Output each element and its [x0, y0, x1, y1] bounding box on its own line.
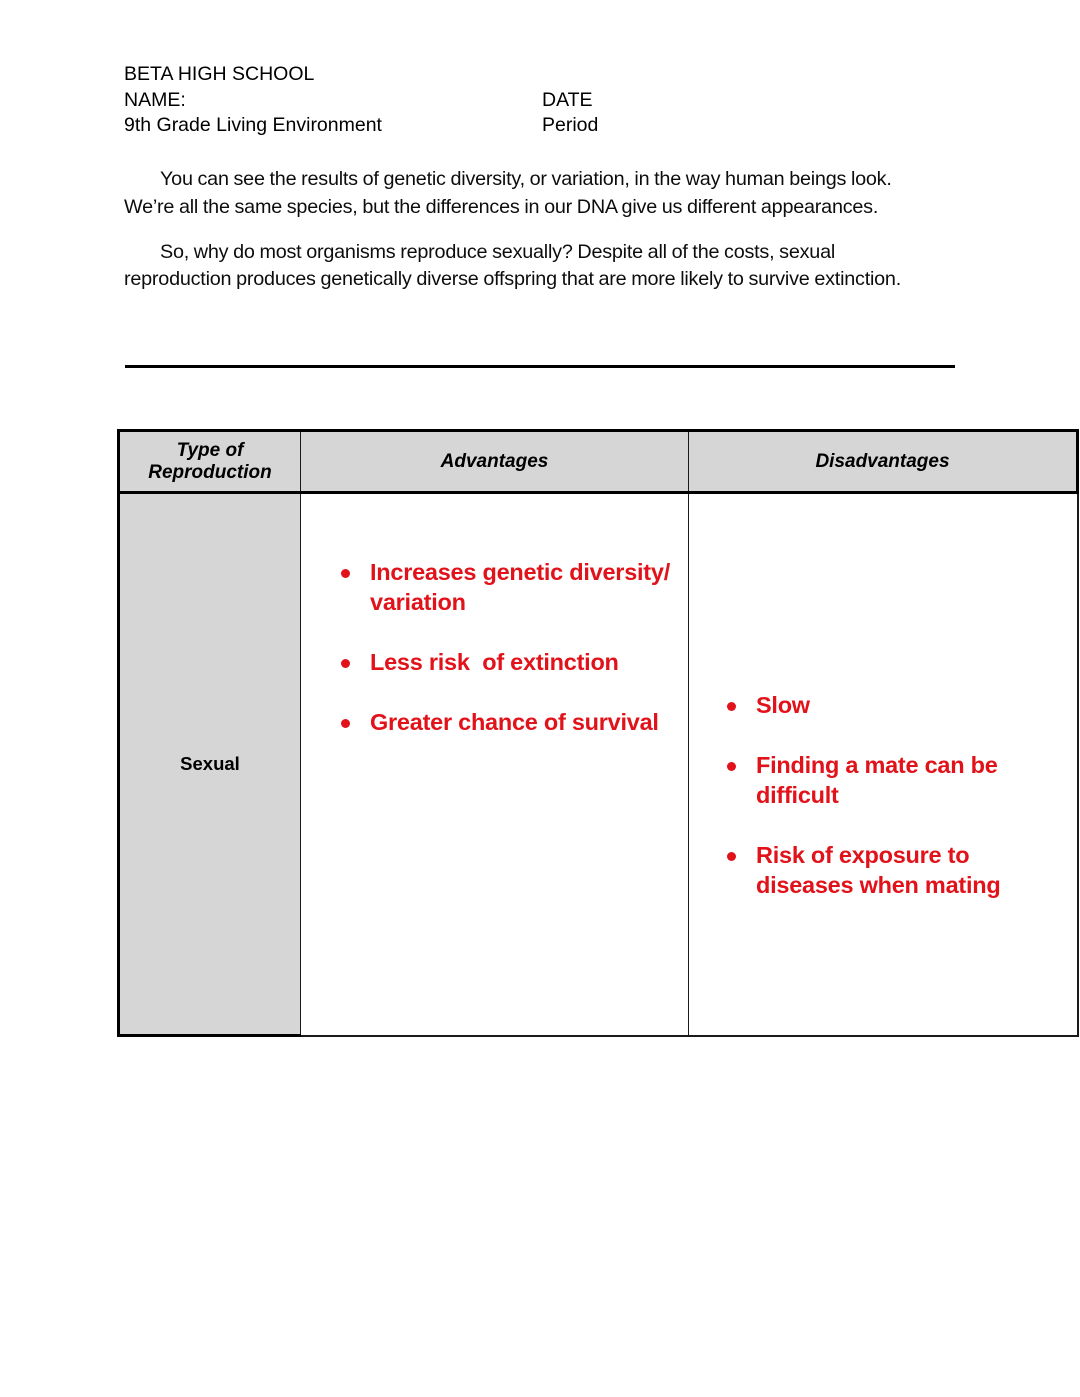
list-item: Increases genetic diversity/ variation [341, 557, 676, 617]
course-name: 9th Grade Living Environment [124, 114, 382, 136]
list-item: Risk of exposure to diseases when mating [727, 840, 1065, 900]
paragraph-1: You can see the results of genetic diversity, or variation, in the way human beings look. We’re all the same species, but the differences in our DNA give us different appearances. [124, 168, 892, 218]
header-line-name-date [124, 88, 964, 114]
name-label: NAME: [124, 88, 186, 111]
advantages-list [301, 494, 688, 737]
school-name: BETA HIGH SCHOOL [124, 63, 315, 85]
list-item: Greater chance of survival [341, 707, 676, 737]
list-item: Slow [727, 690, 1065, 720]
header-line-course-period [124, 113, 964, 139]
horizontal-rule [125, 365, 955, 368]
column-header-disadvantages: Disadvantages [689, 431, 1078, 493]
list-item: Less risk of extinction [341, 647, 676, 677]
table-row [119, 493, 1078, 1036]
reproduction-table [117, 429, 1079, 1037]
date-label: DATE [542, 88, 593, 111]
period-label: Period [542, 114, 599, 136]
header-line-school [124, 62, 964, 88]
column-header-type-of-reproduction: Type of Reproduction [119, 431, 301, 493]
disadvantages-list [689, 494, 1077, 900]
column-header-advantages: Advantages [301, 431, 689, 493]
table-header-row [119, 431, 1078, 493]
document-header [124, 62, 964, 139]
paragraph-2: So, why do most organisms reproduce sexually? Despite all of the costs, sexual reproduction produces genetically diverse offspring that are more likely to survive extinction. [124, 240, 901, 291]
cell-reproduction-type: Sexual [119, 493, 301, 1036]
list-item: Finding a mate can be difficult [727, 750, 1065, 810]
cell-advantages [301, 493, 689, 1036]
cell-disadvantages [689, 493, 1078, 1036]
body-text [124, 166, 934, 311]
